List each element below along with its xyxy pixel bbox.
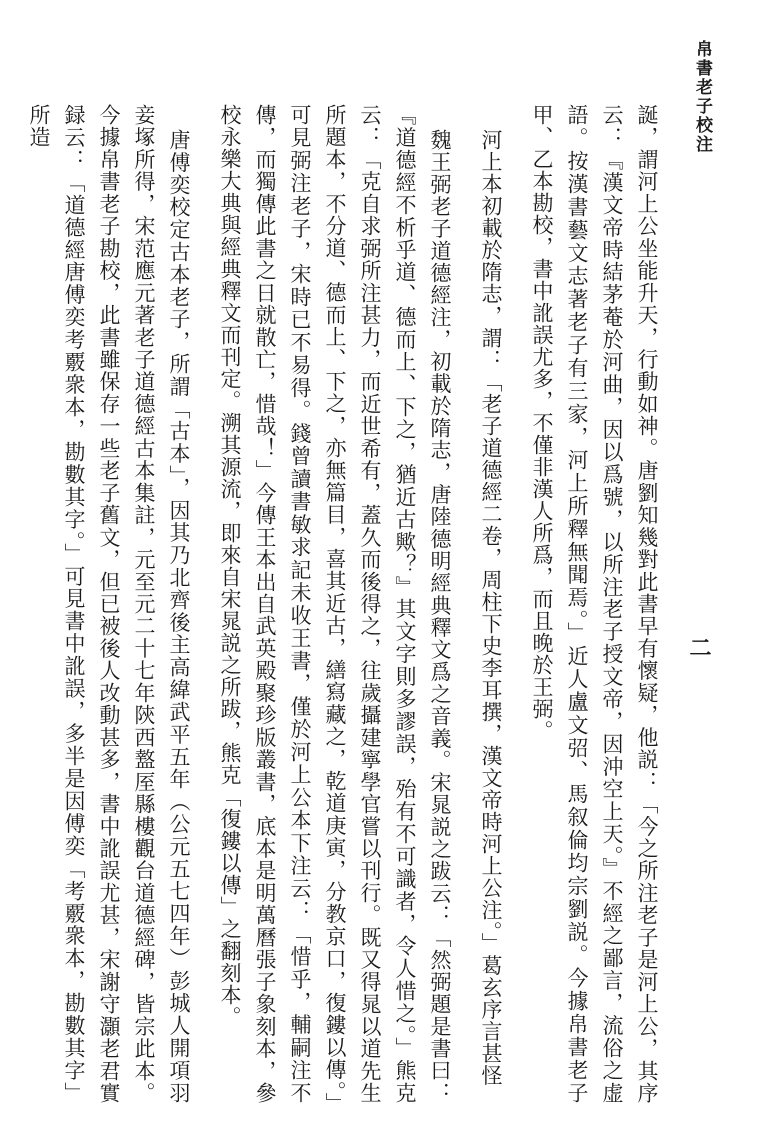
body-text <box>27 104 664 1104</box>
paragraph-wangbi: 魏王弼老子道德經注，初載於隋志，唐陸德明經典釋文爲之音義。宋晁説之跋云：「然弼題是書曰：『道德經不析乎道、德而上、下之，猶近古歟？』其文字則多謬誤，殆有不可識者，令人惜之。」熊克云：「克自求弼所注甚力，而近世希有，蓋久而後得之，往歲攝建寧學官嘗以刊行。既又得晁以道先生所題本，不分道、德而上、下之，亦無篇目，喜其近古，繕寫藏之，乾道庚寅，分教京口，復鏤以傳。」可見弼注老子，宋時已不易得。錢曾讀書敏求記未收王書，僅於河上公本下注云：「惜乎，輔嗣注不傳，而獨傳此書之日就散亡，惜哉！」今傳王本出自武英殿聚珍版叢書，底本是明萬曆張子象刻本，參校永樂大典與經典釋文而刊定。溯其源流，即來自宋晁説之所跋，熊克「復鏤以傳」之翻刻本。 <box>218 104 452 1104</box>
paragraph-fuyi: 唐傅奕校定古本老子，所謂「古本」，因其乃北齊後主高緯武平五年（公元五七四年）彭城人開項羽妾塚所得，宋范應元著老子道德經古本集註，元至元二十七年陝西盩厔縣樓觀台道德經碑，皆宗此本。今據帛書老子勘校，此書雖保存一些老子舊文，但已被後人改動甚多，書中訛誤尤甚，宋謝守灝老君實録云：「道德經唐傅奕考覈衆本，勘數其字。」可見書中訛誤，多半是因傅奕「考覈衆本，勘數其字」所造 <box>27 104 191 1104</box>
paragraph-heshang-critique: 誕，謂河上公坐能升天，行動如神。唐劉知幾對此書早有懷疑，他説：「今之所注老子是河上公，其序云：『漢文帝時結茅菴於河曲，因以爲號，以所注老子授文帝，因沖空上天。』不經之鄙言，流俗之虚語。按漢書藝文志著老子有三家，河上所釋無聞焉。」近人盧文弨、馬叙倫均宗劉説。今據帛書老子甲、乙本勘校，書中訛誤尤多，不僅非漢人所爲，而且晚於王弼。 <box>530 104 659 1104</box>
page-number: 二 <box>686 636 712 658</box>
running-title: 帛書老子校注 <box>692 40 712 154</box>
paragraph-heshang-origin: 河上本初載於隋志，謂：「老子道德經二卷，周柱下史李耳撰，漢文帝時河上公注。」葛玄序言甚怪 <box>479 129 503 1087</box>
